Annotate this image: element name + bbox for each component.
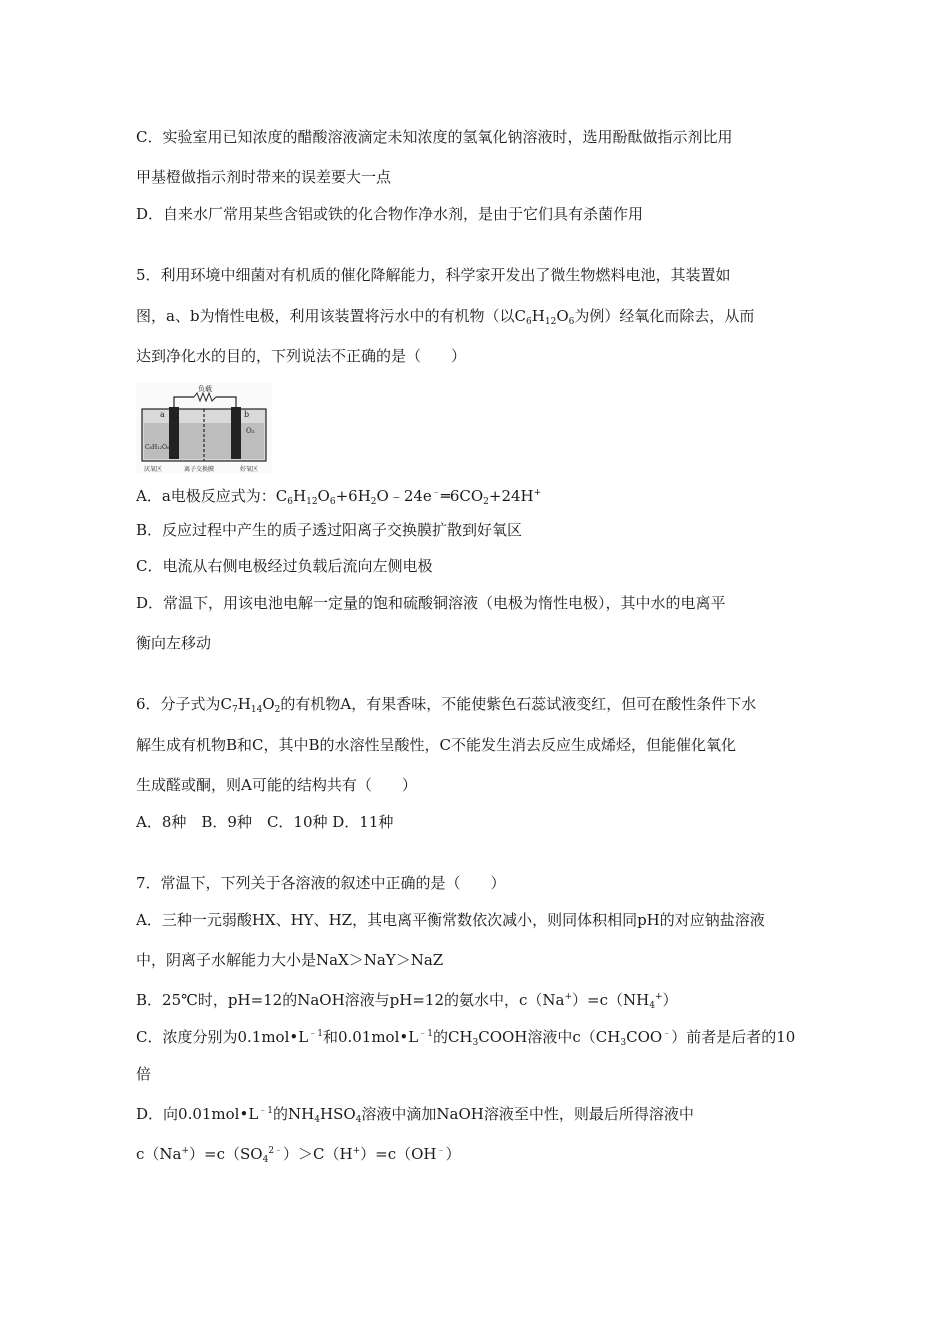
q5-option-a: A．a电极反应式为：$C_6H_{12}O_6+6H_2O﹣24e^﹣═6CO_2+24H^+$ [136,487,542,507]
q4-option-c-line1: C．实验室用已知浓度的醋酸溶液滴定未知浓度的氢氧化钠溶液时，选用酚酞做指示剂比用 [136,128,733,146]
q7-option-a-line1: A．三种一元弱酸HX、HY、HZ，其电离平衡常数依次减小，则同体积相同pH的对应钠盐溶液 [136,911,765,929]
q5-option-d-line2: 衡向左移动 [136,634,212,652]
q7-option-c-line2: 倍 [136,1065,152,1083]
substance-label: C₆H₁₂O₆ [145,444,170,451]
q7-option-d-line1: D．向$0.01mol•L^{﹣1}$的$NH_4HSO_4$溶液中滴加NaOH溶液至中性，则最后所得溶液中 [136,1105,694,1125]
q5-stem-line1: 5．利用环境中细菌对有机质的催化降解能力，科学家开发出了微生物燃料电池，其装置如 [136,266,731,284]
q6-options: A．8种 B．9种 C．10种 D．11种 [136,813,394,831]
q4-option-d: D．自来水厂常用某些含铝或铁的化合物作净水剂，是由于它们具有杀菌作用 [136,205,644,223]
anaerobic-zone-label: 厌氧区 [144,466,163,473]
q7-option-c-line1: C．浓度分别为$0.1mol•L^{﹣1}$和$0.01mol•L^{﹣1}$的$CH_3COOH$溶液中$c(CH_3COO^﹣)$前者是后者的10 [136,1028,796,1048]
q5-option-d-line1: D．常温下，用该电池电解一定量的饱和硫酸铜溶液（电极为惰性电极），其中水的电离平 [136,594,726,612]
q4-option-c-line2: 甲基橙做指示剂时带来的误差要大一点 [136,168,392,186]
q6-stem-line1: 6．分子式为$C_7H_{14}O_2$的有机物A，有果香味，不能使紫色石蕊试液变红，但可在酸性条件下水 [136,695,757,715]
aerobic-zone-label: 好氧区 [240,466,259,473]
q5-stem-line2: 图，a、b为惰性电极，利用该装置将污水中的有机物（以$C_6H_{12}O_6$为例）经氧化而除去，从而 [136,307,755,327]
q7-option-b: B．25℃时，pH=12的NaOH溶液与pH=12的氨水中，$c(Na^+)=c(NH_4^+)$ [136,991,678,1011]
q5-stem-line3: 达到净化水的目的，下列说法不正确的是（ ） [136,347,467,365]
q6-stem-line2: 解生成有机物B和C，其中B的水溶性呈酸性，C不能发生消去反应生成烯烃，但能催化氧化 [136,736,737,754]
electrode-a-label: a [160,410,165,419]
q7-stem: 7．常温下，下列关于各溶液的叙述中正确的是（ ） [136,874,506,892]
electrode-b-label: b [244,410,250,419]
load-label: 负载 [198,385,212,393]
membrane-label: 离子交换膜 [184,466,215,473]
q5-option-b: B．反应过程中产生的质子透过阳离子交换膜扩散到好氧区 [136,521,523,539]
fuel-cell-diagram [136,383,272,473]
q7-option-a-line2: 中，阴离子水解能力大小是NaX＞NaY＞NaZ [136,951,444,969]
o2-label: O₂ [246,427,255,435]
q5-option-c: C．电流从右侧电极经过负载后流向左侧电极 [136,557,433,575]
q7-option-d-line2: $c(Na^+)=c(SO_4^{2﹣})>C(H^+)=c(OH^﹣)$ [136,1145,461,1165]
q6-stem-line3: 生成醛或酮，则A可能的结构共有（ ） [136,776,417,794]
